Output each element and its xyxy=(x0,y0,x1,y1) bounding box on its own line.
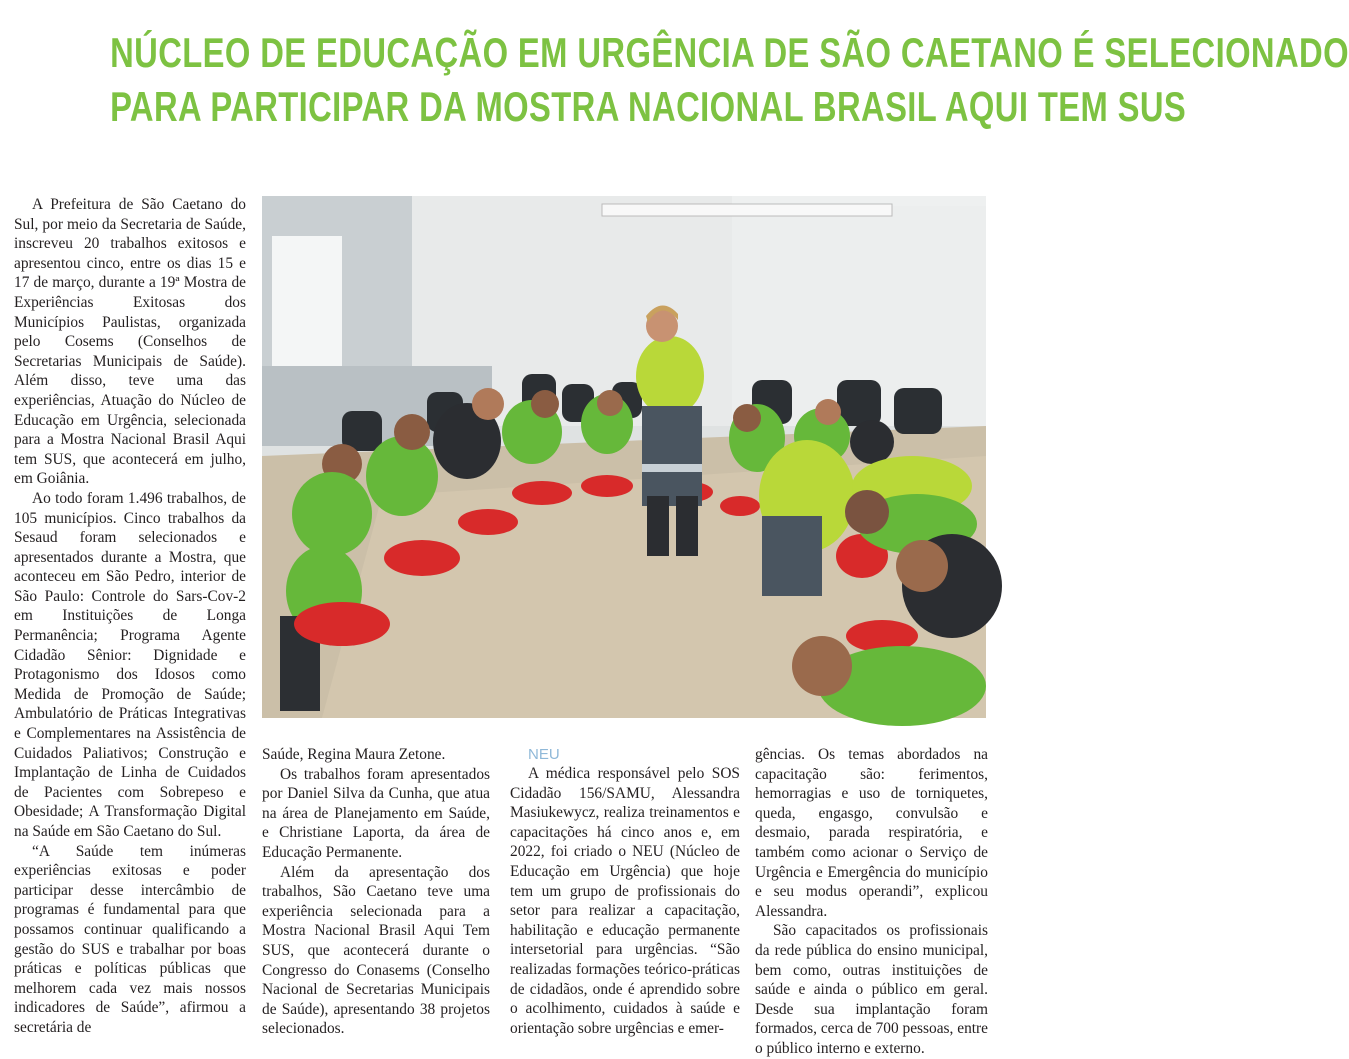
paragraph: São capacitados os profissionais da rede pública do ensino municipal, bem como, outras instituições de saúde e ainda o público em geral. Desde sua implantação foram formados, cerca de 700 pessoas, entre o público interno e externo. xyxy=(755,922,988,1057)
paragraph: Os trabalhos foram apresentados por Daniel Silva da Cunha, que atua na área de Planejamento em Saúde, e Christiane Laporta, da área de Educação Permanente. xyxy=(262,765,490,861)
headline-line-1: NÚCLEO DE EDUCAÇÃO EM URGÊNCIA DE SÃO CAETANO É SELECIONADO xyxy=(110,29,1349,76)
paragraph: Saúde, Regina Maura Zetone. xyxy=(262,746,446,763)
section-title: NEU xyxy=(528,746,560,763)
headline xyxy=(0,26,1349,134)
paragraph: A Prefeitura de São Caetano do Sul, por meio da Secretaria de Saúde, inscreveu 20 trabalhos exitosos e apresentou cinco, entre os dias 15 e 17 de março, durante a 19ª Mostra de Experiências Exitosas dos Municípios Paulistas, organizada pelo Cosems (Conselhos de Secretarias Municipais de Saúde). Além disso, teve uma das experiências, Atuação do Núcleo de Educação em Urgência, selecionada para a Mostra Nacional Brasil Aqui tem SUS, que acontecerá em julho, em Goiânia. xyxy=(14,196,246,488)
article-column-2 xyxy=(262,745,490,1039)
paragraph: A médica responsável pelo SOS Cidadão 156/SAMU, Alessandra Masiukewycz, realiza treinamentos e capacitações há cinco anos e, em 2022, foi criado o NEU (Núcleo de Educação em Urgência) que hoje tem um grupo de profissionais do setor para realizar a capacitação, habilitação e educação permanente intersetorial para urgências. “São realizadas formações teórico-práticas de cidadãos, onde é aprendido sobre o acolhimento, cuidados à saúde e orientação sobre urgências e emer- xyxy=(510,765,740,1037)
article-column-1 xyxy=(14,195,246,1038)
headline-line-2: PARA PARTICIPAR DA MOSTRA NACIONAL BRASIL AQUI TEM SUS xyxy=(110,83,1187,130)
paragraph: Além da apresentação dos trabalhos, São Caetano teve uma experiência selecionada para a Mostra Nacional Brasil Aqui Tem SUS, que acontecerá durante o Congresso do Conasems (Conselho Nacional de Secretarias Municipais de Saúde), apresentando 38 projetos selecionados. xyxy=(262,863,490,1038)
photo-illustration xyxy=(262,196,986,718)
paragraph: gências. Os temas abordados na capacitação são: ferimentos, hemorragias e uso de torniquetes, queda, engasgo, convulsão e desmaio, parada respiratória, e também como acionar o Serviço de Urgência e Emergência do município e seu modus operandi”, explicou Alessandra. xyxy=(755,746,988,920)
paragraph: Ao todo foram 1.496 trabalhos, de 105 municípios. Cinco trabalhos da Sesaud foram selecionados e apresentados durante a Mostra, que aconteceu em São Pedro, interior de São Paulo: Controle do Sars-Cov-2 em Instituições de Longa Permanência; Programa Agente Cidadão Sênior: Dignidade e Protagonismo dos Idosos como Medida de Promoção de Saúde; Ambulatório de Práticas Integrativas e Complementares na Assistência de Cuidados Paliativos; Construção e Implantação de Linha de Cuidados de Pacientes com Sobrepeso e Obesidade; A Transformação Digital na Saúde em São Caetano do Sul. xyxy=(14,489,246,840)
article-column-4 xyxy=(755,745,988,1059)
paragraph: “A Saúde tem inúmeras experiências exitosas e poder participar desse intercâmbio de programas é fundamental para que possamos continuar qualificando a gestão do SUS e trabalhar por boas práticas e políticas públicas que melhorem cada vez mais nossos indicadores de Saúde”, afirmou a secretária de xyxy=(14,842,246,1036)
article-column-3 xyxy=(510,745,740,1038)
cpr-training-photo xyxy=(262,196,986,718)
